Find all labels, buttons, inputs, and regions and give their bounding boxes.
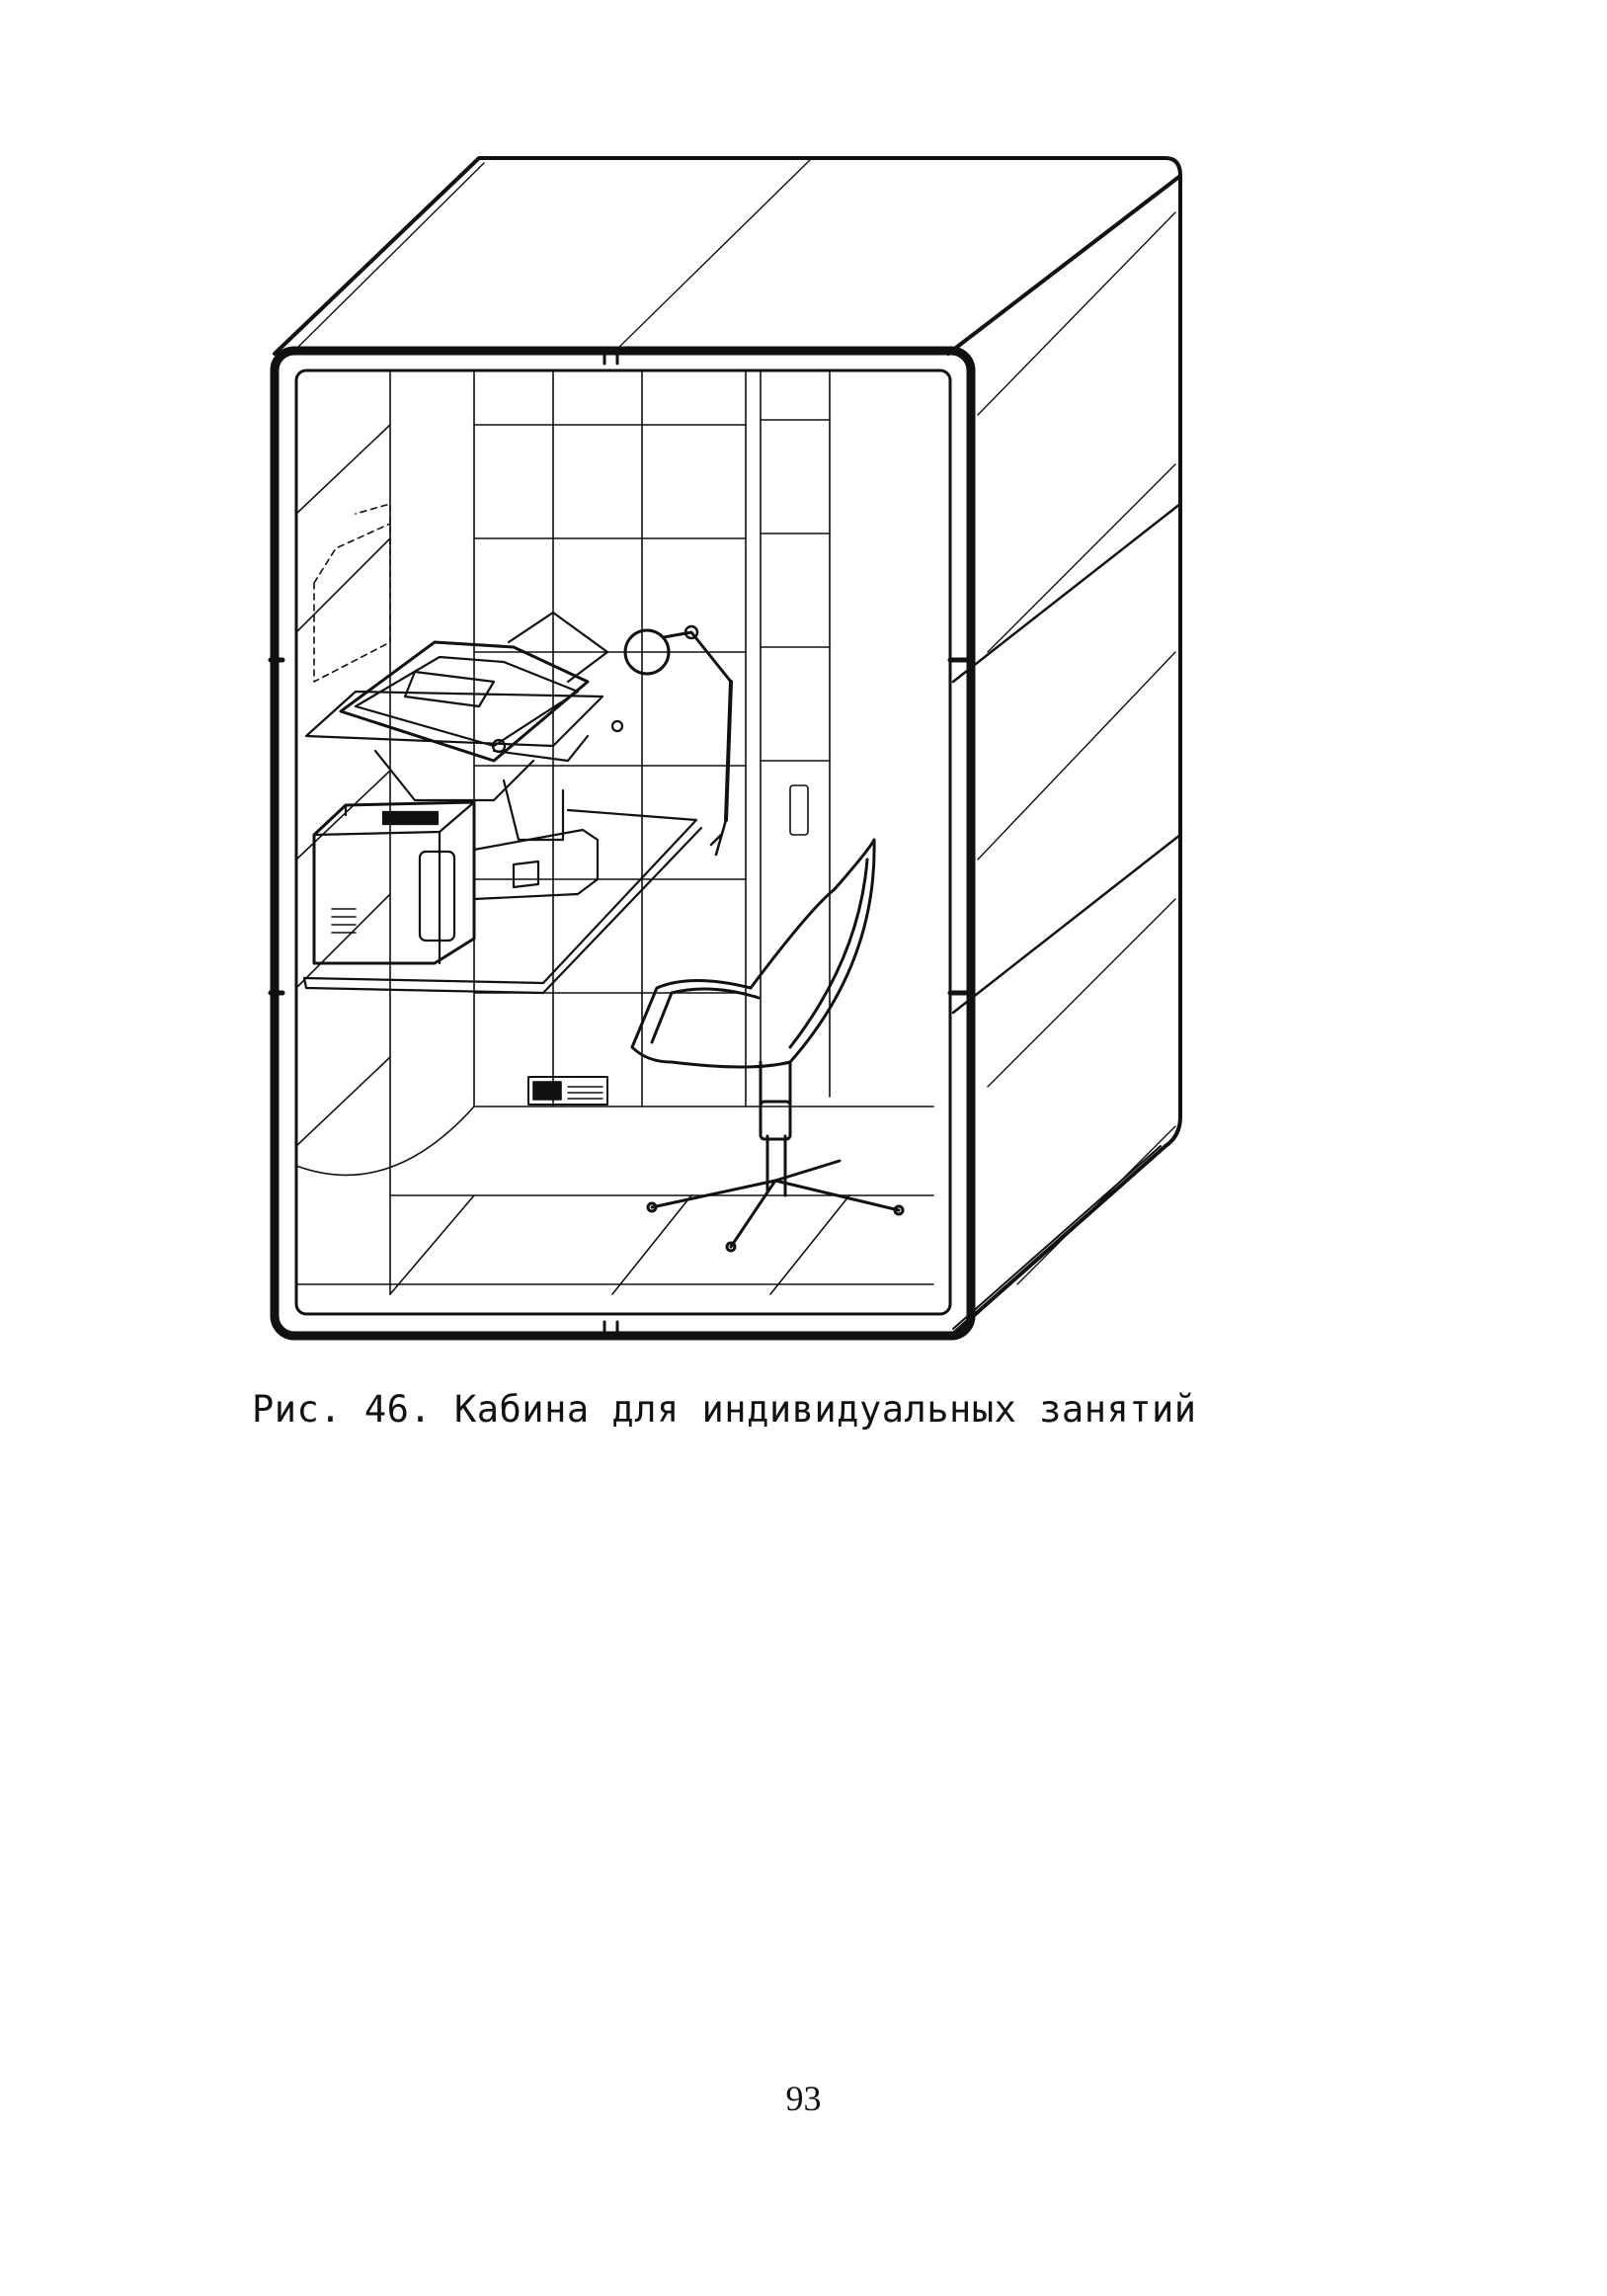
swivel-chair <box>632 840 903 1251</box>
page-number: 93 <box>785 2079 822 2118</box>
desk-with-equipment <box>304 613 731 993</box>
booth-shell <box>271 158 1180 1336</box>
figure-caption: Рис. 46. Кабина для индивидуальных занятий <box>252 1388 1197 1431</box>
